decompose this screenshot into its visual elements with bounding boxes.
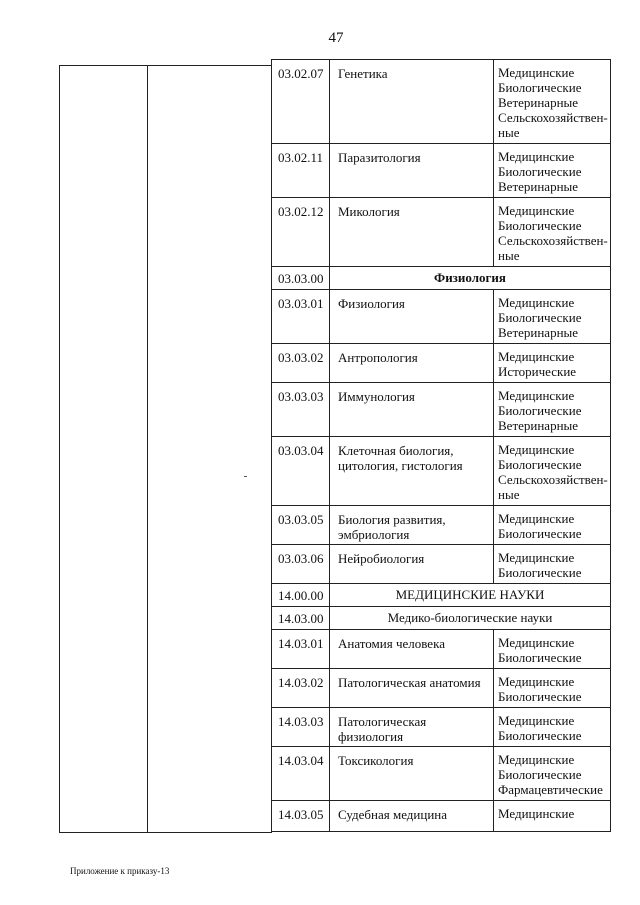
specialty-code: 03.02.11 <box>272 144 330 197</box>
field-item: Биологические <box>498 403 582 418</box>
table-row <box>271 197 611 267</box>
science-fields <box>494 198 610 266</box>
field-item: Исторические <box>498 364 577 379</box>
section-header-row <box>271 583 611 607</box>
specialty-name-line: Биология развития, <box>338 512 446 527</box>
specialty-code: 03.03.06 <box>272 545 330 583</box>
field-item: Медицинские <box>498 149 575 164</box>
table-row <box>271 800 611 832</box>
specialty-code: 14.03.02 <box>272 669 330 707</box>
field-item: Биологические <box>498 689 582 704</box>
field-item: Медицинские <box>498 511 575 526</box>
specialty-code: 14.03.04 <box>272 747 330 800</box>
section-code: 03.03.00 <box>272 267 330 289</box>
specialty-name: Генетика <box>330 60 494 143</box>
field-item: Медицинские <box>498 203 575 218</box>
specialty-code: 03.03.02 <box>272 344 330 382</box>
field-item: Медицинские <box>498 442 575 457</box>
specialty-code: 03.03.01 <box>272 290 330 343</box>
specialty-name: Анатомия человека <box>330 630 494 668</box>
field-item: Медицинские <box>498 65 575 80</box>
science-fields <box>494 747 610 800</box>
table-row <box>271 505 611 545</box>
specialty-name: Физиология <box>330 290 494 343</box>
table-row <box>271 707 611 747</box>
science-fields <box>494 708 610 746</box>
science-fields <box>494 630 610 668</box>
specialty-name <box>330 708 494 746</box>
section-code: 14.03.00 <box>272 607 330 629</box>
specialty-name: Иммунология <box>330 383 494 436</box>
specialty-name: Микология <box>330 198 494 266</box>
field-item: Медицинские <box>498 713 575 728</box>
field-item: Медицинские <box>498 635 575 650</box>
field-item: Медицинские <box>498 349 575 364</box>
science-fields <box>494 506 610 544</box>
field-item: Биологические <box>498 767 582 782</box>
specialty-name: Токсикология <box>330 747 494 800</box>
field-item: Биологические <box>498 80 582 95</box>
specialty-name-line: Патологическая <box>338 714 427 729</box>
specialty-name-line: Клеточная биология, <box>338 443 454 458</box>
field-item: Ветеринарные <box>498 179 579 194</box>
field-item: Ветеринарные <box>498 95 579 110</box>
scan-mark <box>244 476 247 477</box>
field-item: Биологические <box>498 526 582 541</box>
science-fields <box>494 144 610 197</box>
field-item: Ветеринарные <box>498 418 579 433</box>
table-row <box>271 436 611 506</box>
footer-note: Приложение к приказу-13 <box>70 866 170 876</box>
science-fields <box>494 669 610 707</box>
table-left-column <box>59 65 148 833</box>
field-item: Биологические <box>498 728 582 743</box>
field-item: Биологические <box>498 164 582 179</box>
specialty-name: Нейробиология <box>330 545 494 583</box>
table-row <box>271 343 611 383</box>
science-fields <box>494 60 610 143</box>
specialty-code: 03.02.12 <box>272 198 330 266</box>
table-row <box>271 59 611 144</box>
field-item: ные <box>498 248 520 263</box>
science-fields <box>494 344 610 382</box>
field-item: Медицинские <box>498 295 575 310</box>
field-item: Медицинские <box>498 674 575 689</box>
section-header-row <box>271 266 611 290</box>
field-item: Биологические <box>498 650 582 665</box>
specialty-name: Паразитология <box>330 144 494 197</box>
science-fields <box>494 437 610 505</box>
specialty-code: 14.03.01 <box>272 630 330 668</box>
section-title: Физиология <box>434 270 506 285</box>
specialty-name: Антропология <box>330 344 494 382</box>
specialty-code: 14.03.03 <box>272 708 330 746</box>
specialty-code: 03.03.05 <box>272 506 330 544</box>
section-title: МЕДИЦИНСКИЕ НАУКИ <box>395 587 545 602</box>
table-row <box>271 544 611 584</box>
table-row <box>271 143 611 198</box>
specialty-name-line: эмбриология <box>338 527 410 542</box>
field-item: Медицинские <box>498 752 575 767</box>
field-item: ные <box>498 487 520 502</box>
science-fields <box>494 383 610 436</box>
field-item: Биологические <box>498 457 582 472</box>
page-number: 47 <box>328 30 344 46</box>
field-item: Биологические <box>498 218 582 233</box>
specialty-name-line: физиология <box>338 729 404 744</box>
field-item: Ветеринарные <box>498 325 579 340</box>
field-item: Биологические <box>498 310 582 325</box>
specialty-name <box>330 437 494 505</box>
specialty-code: 14.03.05 <box>272 801 330 831</box>
field-item: Сельскохозяйствен- <box>498 472 608 487</box>
table-row <box>271 629 611 669</box>
field-item: Сельскохозяйствен- <box>498 110 608 125</box>
science-fields <box>494 545 610 583</box>
specialty-name: Патологическая анатомия <box>330 669 494 707</box>
specialty-name-line: цитология, гистология <box>338 458 463 473</box>
science-fields <box>494 290 610 343</box>
specialty-name: Судебная медицина <box>330 801 494 831</box>
table-row <box>271 289 611 344</box>
field-item: Сельскохозяйствен- <box>498 233 608 248</box>
specialty-code: 03.02.07 <box>272 60 330 143</box>
specialty-name <box>330 506 494 544</box>
field-item: Медицинские <box>498 388 575 403</box>
table-row <box>271 668 611 708</box>
table-row <box>271 382 611 437</box>
specialty-code: 03.03.04 <box>272 437 330 505</box>
field-item: Медицинские <box>498 550 575 565</box>
section-code: 14.00.00 <box>272 584 330 606</box>
section-title: Медико-биологические науки <box>387 610 553 625</box>
science-fields <box>494 801 610 831</box>
table-middle-column <box>147 65 272 833</box>
specialty-code: 03.03.03 <box>272 383 330 436</box>
table-row <box>271 746 611 801</box>
field-item: Биологические <box>498 565 582 580</box>
field-item: ные <box>498 125 520 140</box>
field-item: Фармацевтические <box>498 782 603 797</box>
field-item: Медицинские <box>498 806 575 821</box>
section-header-row <box>271 606 611 630</box>
